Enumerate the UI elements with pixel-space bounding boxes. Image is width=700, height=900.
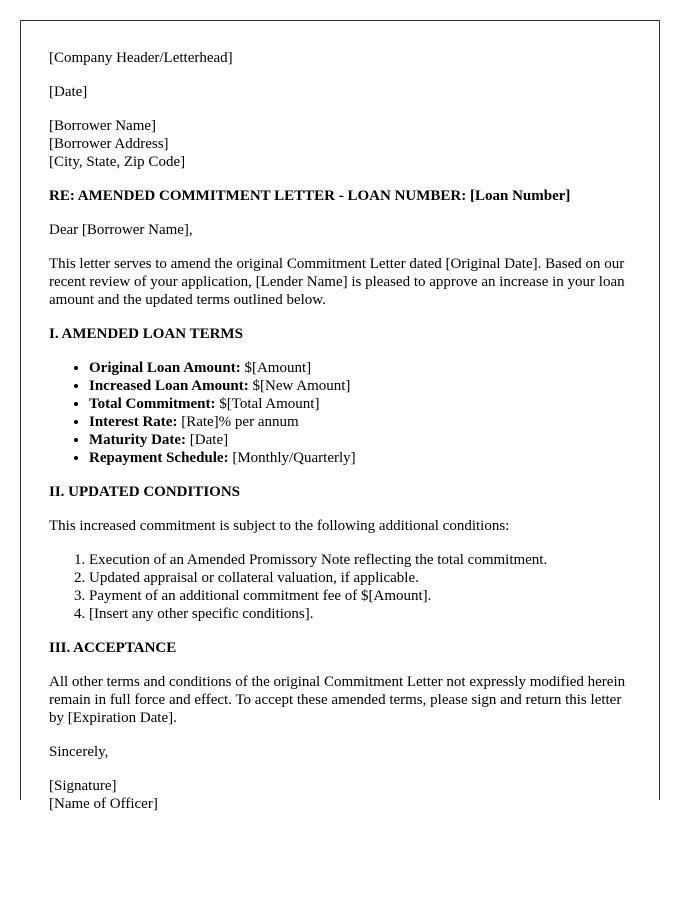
borrower-name: [Borrower Name] [49, 118, 157, 134]
intro-paragraph: This letter serves to amend the original Commitment Letter dated [Original Date]. Based on our recent review of your application, [Lender Name] is pleased to approve an increase in your loan amount and the updated terms outlined below. [49, 256, 625, 308]
list-item [89, 449, 631, 467]
signer-name: [Name of Officer] [49, 796, 158, 812]
list-item [89, 431, 631, 449]
list-item: 4. [Insert any other specific conditions]. [89, 605, 631, 623]
term-value: [Monthly/Quarterly] [228, 450, 356, 466]
term-label: Repayment Schedule: [89, 450, 229, 466]
term-value: $[Amount] [240, 360, 312, 376]
term-label: Total Commitment: [89, 396, 216, 412]
letter-date: [Date] [49, 84, 88, 100]
acceptance-paragraph: All other terms and conditions of the original Commitment Letter not expressly modified herein remain in full force and effect. To accept these amended terms, please sign and return this letter by [Expiration Date]. [49, 674, 626, 726]
conditions-list [49, 551, 631, 623]
term-value: $[Total Amount] [215, 396, 320, 412]
list-item [89, 377, 631, 395]
list-item [89, 359, 631, 377]
term-label: Original Loan Amount: [89, 360, 241, 376]
term-value: [Rate]% per annum [177, 414, 299, 430]
list-item: 3. Payment of an additional commitment fee of $[Amount]. [89, 587, 631, 605]
section-3-title: III. ACCEPTANCE [49, 640, 177, 656]
term-label: Increased Loan Amount: [89, 378, 249, 394]
company-header: [Company Header/Letterhead] [49, 50, 233, 66]
borrower-address: [Borrower Address] [49, 136, 169, 152]
signature-block [49, 777, 631, 813]
signature: [Signature] [49, 778, 117, 794]
subject-line: RE: AMENDED COMMITMENT LETTER - LOAN NUMBER: [Loan Number] [49, 188, 571, 204]
borrower-address-block [49, 117, 631, 171]
term-value: [Date] [186, 432, 229, 448]
term-label: Maturity Date: [89, 432, 187, 448]
list-item [89, 413, 631, 431]
list-item [89, 395, 631, 413]
term-label: Interest Rate: [89, 414, 178, 430]
section-1-title: I. AMENDED LOAN TERMS [49, 326, 243, 342]
salutation: Dear [Borrower Name], [49, 222, 193, 238]
borrower-city-state-zip: [City, State, Zip Code] [49, 154, 186, 170]
loan-terms-list [49, 359, 631, 467]
list-item: 2. Updated appraisal or collateral valuation, if applicable. [89, 569, 631, 587]
conditions-intro: This increased commitment is subject to the following additional conditions: [49, 518, 510, 534]
term-value: $[New Amount] [248, 378, 351, 394]
closing: Sincerely, [49, 744, 109, 760]
list-item: 1. Execution of an Amended Promissory Note reflecting the total commitment. [89, 551, 631, 569]
letter-content [49, 49, 631, 829]
letter-page [20, 20, 660, 812]
section-2-title: II. UPDATED CONDITIONS [49, 484, 241, 500]
